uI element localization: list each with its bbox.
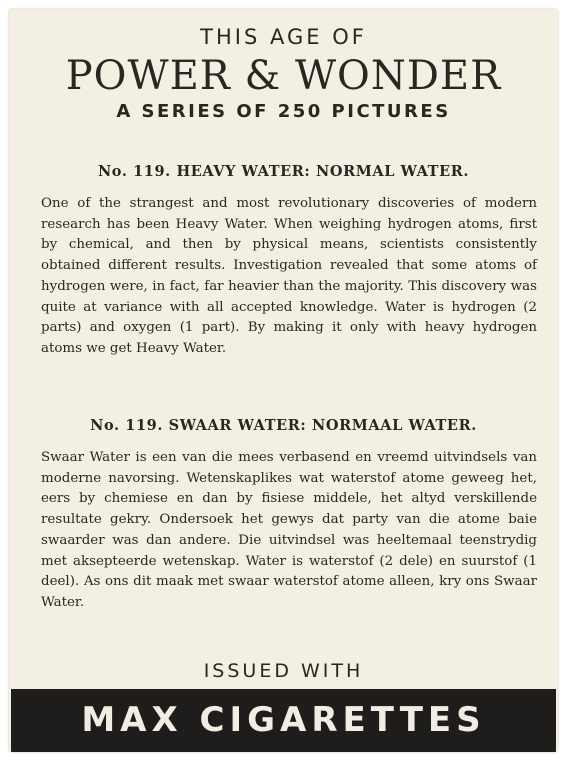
english-section-title: No. 119. HEAVY WATER: NORMAL WATER.: [97, 163, 470, 180]
english-paragraph: One of the strangest and most revolutionary discoveries of modern research has been Heavy Water. When weighing hydrogen atoms, first by chemical, and then by physical means, scientists consistently obtained different results. Investigation revealed that some atoms of hydrogen were, in fact, far heavier than the majority. This discovery was quite at variance with all accepted knowledge. Water is hydrogen (2 parts) and oxygen (1 part). By making it only with heavy hydrogen atoms we get Heavy Water.: [41, 196, 537, 356]
issued-with-label: ISSUED WITH: [203, 660, 364, 682]
brand-banner: MAX CIGARETTES: [11, 689, 556, 752]
header-line-1: THIS AGE OF: [200, 25, 367, 49]
series-subtitle: A SERIES OF 250 PICTURES: [116, 101, 451, 122]
afrikaans-section-title: No. 119. SWAAR WATER: NORMAAL WATER.: [90, 417, 477, 434]
series-title: POWER & WONDER: [65, 53, 502, 99]
afrikaans-paragraph: Swaar Water is een van die mees verbasend en vreemd uitvindsels van moderne navorsing. Wetenskaplikes wat waterstof atome geweeg het, eers by chemiese en dan by fisiese middele, het altyd verskillende resultate gekry. Ondersoek het gewys dat party van die atome baie swaarder was dan andere. Die uitvindsel was heeltemaal teenstrydig met aksepteerde wetenskap. Water is waterstof (2 dele) en suurstof (1 deel). As ons dit maak met swaar waterstof atome alleen, kry ons Swaar Water.: [41, 450, 537, 610]
cigarette-card: [9, 9, 558, 752]
